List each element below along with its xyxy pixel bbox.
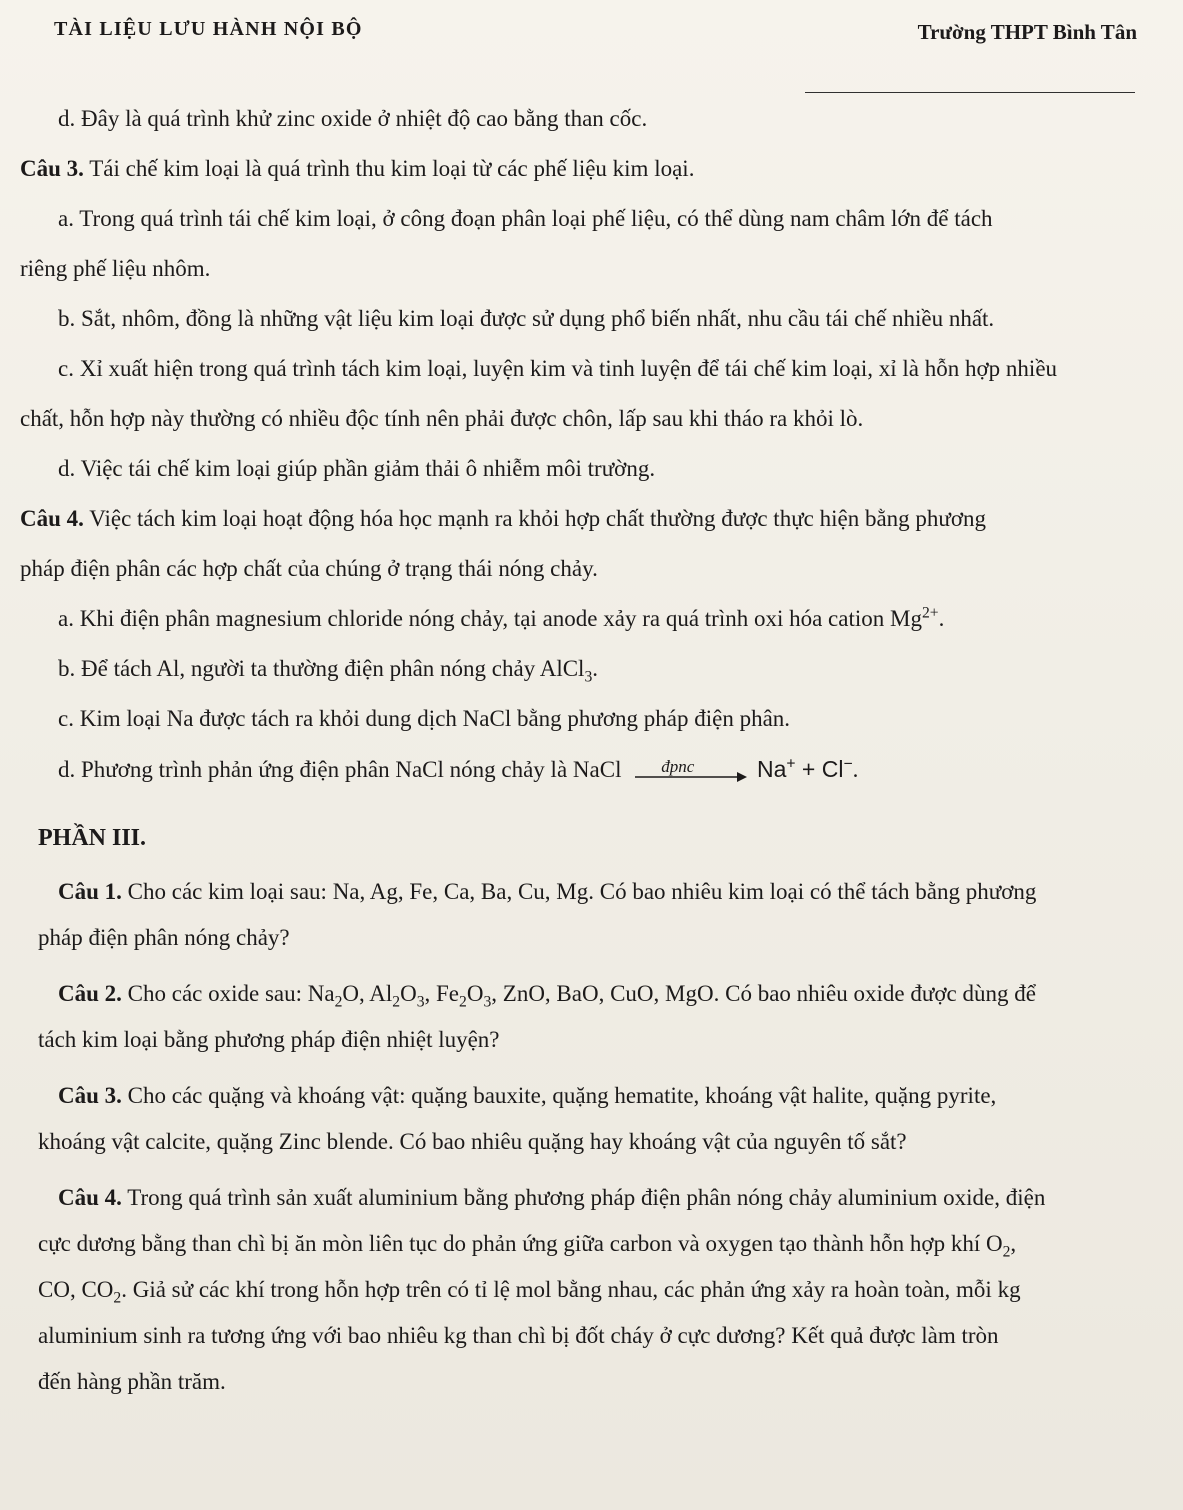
cau4-option-d-period: . — [852, 757, 859, 782]
cau4-header-line1 — [20, 494, 1155, 544]
cau3-option-c-line1: c. Xỉ xuất hiện trong quá trình tách kim loại, luyện kim và tinh luyện để tái chế kim loại, xỉ là hỗn hợp nhiều — [58, 356, 1058, 381]
part3-question-2-label: Câu 2. — [58, 981, 122, 1006]
cau4-option-a-text: a. Khi điện phân magnesium chloride nóng chảy, tại anode xảy ra quá trình oxi hóa cation — [58, 606, 891, 631]
part3-question-4-text2: cực dương bằng than chì bị ăn mòn liên tục do phản ứng giữa carbon và oxygen tạo thành hỗn hợp khí O — [38, 1231, 1003, 1256]
cau3-text: Tái chế kim loại là quá trình thu kim loại từ các phế liệu kim loại. — [89, 156, 695, 181]
part3-question-4-text2-tail: , — [1010, 1231, 1017, 1256]
formula-fe2o3-oxygen: O — [466, 981, 484, 1006]
formula-na2o-tail: O, — [342, 981, 370, 1006]
part3-question-4-line2 — [20, 1221, 1155, 1267]
part3-question-1-line1 — [20, 869, 1155, 915]
formula-fe2o3: Fe — [436, 981, 460, 1006]
magnesium-ion-charge: 2+ — [921, 604, 939, 622]
carbon-dioxide-subscript: 2 — [113, 1289, 122, 1307]
formula-list-tail: , ZnO, BaO, CuO, MgO. — [491, 981, 720, 1006]
electrolysis-condition-label: đpnc — [661, 756, 695, 776]
part3-question-3-label: Câu 3. — [58, 1083, 122, 1108]
part3-question-4-line1 — [20, 1175, 1155, 1221]
cau4-header-line2: pháp điện phân các hợp chất của chúng ở trạng thái nóng chảy. — [20, 556, 598, 581]
cau4-option-c: c. Kim loại Na được tách ra khỏi dung dịch NaCl bằng phương pháp điện phân. — [58, 706, 791, 731]
formula-al2o3-subscript-1: 2 — [392, 993, 401, 1011]
cau3-option-d: d. Việc tái chế kim loại giúp phần giảm thải ô nhiễm môi trường. — [58, 456, 656, 481]
formula-fe2o3-subscript-2: 3 — [483, 993, 492, 1011]
part3-question-4-label: Câu 4. — [58, 1185, 122, 1210]
aluminium-chloride-subscript: 3 — [584, 668, 593, 686]
header-school-name: Trường THPT Bình Tân — [917, 20, 1137, 44]
part-three-heading: PHẦN III. — [38, 825, 147, 851]
part3-question-2-line2: tách kim loại bằng phương pháp điện nhiệt luyện? — [38, 1027, 500, 1052]
formula-al2o3-oxygen: O — [400, 981, 417, 1006]
electrolysis-arrow — [635, 756, 747, 784]
reaction-arrow-icon — [635, 770, 747, 784]
equation-plus: + — [795, 756, 822, 782]
part3-question-3-text1: Cho các quặng và khoáng vật: quặng bauxite, quặng hematite, khoáng vật halite, quặng pyrite, — [127, 1083, 997, 1108]
part3-question-3 — [20, 1073, 1155, 1165]
cau4-option-a — [20, 594, 1155, 644]
cau3-header — [20, 144, 1155, 194]
part3-question-4-text3: CO, CO — [38, 1277, 114, 1302]
cau4-option-a-period: . — [938, 606, 945, 631]
cau4-option-d-text: d. Phương trình phản ứng điện phân NaCl nóng chảy là NaCl — [58, 757, 622, 782]
cau4-label: Câu 4. — [20, 506, 84, 531]
cau3-label: Câu 3. — [20, 156, 84, 181]
cau4-option-b — [20, 644, 1155, 694]
part3-question-4-line3 — [20, 1267, 1155, 1313]
formula-na2o-subscript: 2 — [334, 993, 343, 1011]
aluminium-chloride-formula: AlCl — [539, 656, 585, 681]
part3-question-3-line1 — [20, 1073, 1155, 1119]
formula-fe2o3-subscript-1: 2 — [459, 993, 467, 1011]
part3-question-4 — [20, 1175, 1155, 1405]
part3-question-1-label: Câu 1. — [58, 879, 122, 904]
header-divider — [805, 92, 1135, 93]
part3-question-2-line1 — [20, 971, 1155, 1017]
part3-question-4-line5: đến hàng phần trăm. — [38, 1369, 226, 1394]
cau4-text-line1: Việc tách kim loại hoạt động hóa học mạnh ra khỏi hợp chất thường được thực hiện bằng phương — [89, 506, 987, 531]
cau3-option-a-line2: riêng phế liệu nhôm. — [20, 256, 211, 281]
part3-question-4-line4: aluminium sinh ra tương ứng với bao nhiêu kg than chì bị đốt cháy ở cực dương? Kết quả được làm tròn — [38, 1323, 999, 1348]
cau3-option-c-line2: chất, hỗn hợp này thường có nhiều độc tính nên phải được chôn, lấp sau khi tháo ra khỏi lò. — [20, 406, 864, 431]
part3-question-2-intro: Cho các oxide sau: — [127, 981, 308, 1006]
magnesium-ion: Mg — [890, 606, 922, 631]
oxygen-subscript: 2 — [1002, 1243, 1011, 1261]
chloride-ion: Cl — [821, 756, 844, 782]
part3-question-2 — [20, 971, 1155, 1063]
cau4-option-b-period: . — [592, 656, 598, 681]
part3-question-4-text3-tail: . Giả sử các khí trong hỗn hợp trên có tỉ lệ mol bằng nhau, các phản ứng xảy ra hoàn toàn, mỗi kg — [121, 1277, 1021, 1302]
cau4-option-d — [20, 744, 1155, 795]
formula-na2o: Na — [307, 981, 335, 1006]
header-left-label: TÀI LIỆU LƯU HÀNH NỘI BỘ — [54, 18, 363, 40]
part3-question-2-tail: Có bao nhiêu oxide được dùng để — [719, 981, 1036, 1006]
part3-question-3-line2: khoáng vật calcite, quặng Zinc blende. Có bao nhiêu quặng hay khoáng vật của nguyên tố sắt? — [38, 1129, 907, 1154]
part3-question-1-line2: pháp điện phân nóng chảy? — [38, 925, 290, 950]
formula-al2o3: Al — [369, 981, 393, 1006]
sodium-ion-charge: + — [786, 755, 796, 773]
cau3-option-a-line1: a. Trong quá trình tái chế kim loại, ở công đoạn phân loại phế liệu, có thể dùng nam châm lớn để tách — [58, 206, 993, 231]
part3-question-1-text1: Cho các kim loại sau: Na, Ag, Fe, Ca, Ba, Cu, Mg. Có bao nhiêu kim loại có thể tách bằng phương — [127, 879, 1037, 904]
page-header — [20, 10, 1155, 94]
formula-al2o3-subscript-2: 3 — [416, 993, 425, 1011]
cau3-option-b: b. Sắt, nhôm, đồng là những vật liệu kim loại được sử dụng phổ biến nhất, nhu cầu tái chế nhiều nhất. — [58, 306, 995, 331]
cau4-option-b-text: b. Để tách Al, người ta thường điện phân nóng chảy — [58, 656, 540, 681]
part3-question-4-text1: Trong quá trình sản xuất aluminium bằng phương pháp điện phân nóng chảy aluminium oxide, điện — [127, 1185, 1046, 1210]
part3-question-1 — [20, 869, 1155, 961]
intro-option-d: d. Đây là quá trình khử zinc oxide ở nhiệt độ cao bằng than cốc. — [58, 106, 648, 131]
sodium-ion: Na — [756, 756, 787, 782]
formula-separator: , — [424, 981, 437, 1006]
chloride-ion-charge: − — [843, 755, 853, 773]
